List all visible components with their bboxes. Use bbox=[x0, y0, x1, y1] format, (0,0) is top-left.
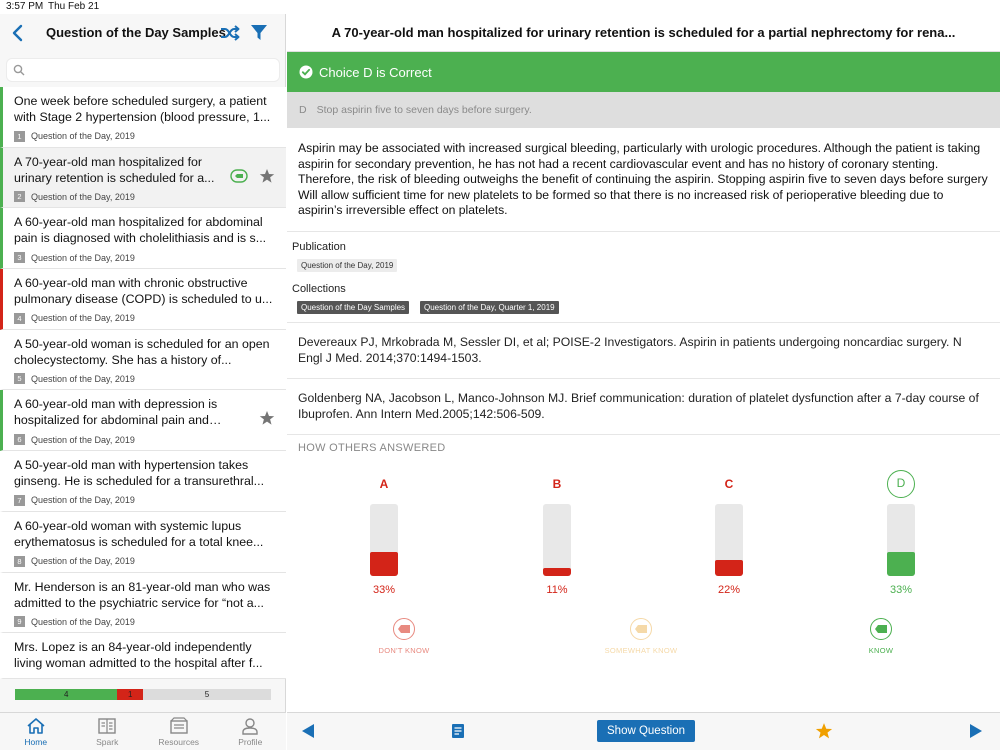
list-item[interactable] bbox=[0, 330, 286, 391]
list-item[interactable] bbox=[0, 633, 286, 679]
status-time: 3:57 PM bbox=[6, 1, 44, 12]
question-number: 6 bbox=[14, 434, 25, 445]
list-item[interactable] bbox=[0, 87, 286, 148]
question-number: 7 bbox=[14, 495, 25, 506]
question-preview: One week before scheduled surgery, a patient with Stage 2 hypertension (blood pressure, 1... bbox=[14, 94, 271, 124]
question-preview: A 50-year-old woman is scheduled for an open cholecystectomy. She has a history of... bbox=[14, 336, 270, 367]
show-question-button[interactable]: Show Question bbox=[597, 720, 695, 742]
somewhat-know-button[interactable] bbox=[591, 618, 691, 655]
question-preview: A 60-year-old woman with systemic lupus erythematosus is scheduled for a total knee... bbox=[14, 518, 264, 549]
reference-text: Devereaux PJ, Mrkobrada M, Sessler DI, et al; POISE-2 Investigators. Aspirin in patients undergoing noncardiac surgery. N Engl J Med. 2014;370:1494-1503. bbox=[298, 335, 962, 365]
question-preview: A 50-year-old man with hypertension takes ginseng. He is scheduled for a transurethral... bbox=[14, 458, 265, 489]
tab-home[interactable] bbox=[0, 713, 72, 750]
question-meta bbox=[14, 434, 135, 445]
question-number: 9 bbox=[14, 616, 25, 627]
question-source: Question of the Day, 2019 bbox=[31, 434, 135, 445]
list-item[interactable] bbox=[0, 208, 286, 269]
chevron-left-icon bbox=[11, 24, 23, 42]
bar-track bbox=[370, 504, 398, 576]
list-title: Question of the Day Samples bbox=[46, 25, 226, 40]
progress-wrong: 1 bbox=[117, 689, 143, 700]
others-answered-label: HOW OTHERS ANSWERED bbox=[298, 442, 446, 454]
previous-arrow-icon[interactable] bbox=[301, 723, 315, 739]
question-meta bbox=[14, 191, 135, 202]
list-item[interactable] bbox=[0, 451, 286, 512]
question-source: Question of the Day, 2019 bbox=[31, 373, 135, 384]
know-button[interactable] bbox=[831, 618, 931, 655]
bar-value-label: 33% bbox=[372, 584, 396, 596]
collection-tag[interactable]: Question of the Day, Quarter 1, 2019 bbox=[420, 301, 559, 314]
question-meta bbox=[14, 313, 135, 324]
collections-label: Collections bbox=[292, 283, 346, 295]
know-label: KNOW bbox=[868, 646, 894, 655]
bar bbox=[715, 560, 743, 576]
left-nav-bar bbox=[0, 14, 286, 52]
question-number: 2 bbox=[14, 191, 25, 202]
dont-know-icon bbox=[393, 618, 415, 640]
publication-tag[interactable]: Question of the Day, 2019 bbox=[297, 259, 397, 272]
question-source: Question of the Day, 2019 bbox=[31, 131, 135, 142]
question-preview: A 60-year-old man with chronic obstructive pulmonary disease (COPD) is scheduled to u... bbox=[14, 276, 273, 307]
collection-tag[interactable]: Question of the Day Samples bbox=[297, 301, 409, 314]
publication-label: Publication bbox=[292, 241, 346, 253]
question-meta bbox=[14, 495, 135, 506]
question-number: 4 bbox=[14, 313, 25, 324]
star-icon[interactable] bbox=[259, 410, 275, 426]
notes-icon[interactable] bbox=[451, 723, 465, 739]
star-icon[interactable] bbox=[259, 168, 275, 184]
tab-spark-label: Spark bbox=[96, 737, 119, 747]
list-item[interactable] bbox=[0, 390, 286, 451]
shuffle-button[interactable] bbox=[220, 24, 240, 42]
shuffle-icon bbox=[220, 24, 240, 42]
bar-value-label: 33% bbox=[889, 584, 913, 596]
somewhat-know-icon bbox=[630, 618, 652, 640]
choice-text: Stop aspirin five to seven days before surgery. bbox=[316, 104, 532, 116]
know-icon bbox=[870, 618, 892, 640]
bar bbox=[370, 552, 398, 576]
progress-correct: 4 bbox=[15, 689, 117, 700]
dont-know-button[interactable] bbox=[354, 618, 454, 655]
tab-resources-label: Resources bbox=[158, 737, 200, 747]
bar-value-label: 22% bbox=[717, 584, 741, 596]
question-preview: A 60-year-old man with depression is hospitalized for abdominal pain and is bbox=[14, 397, 222, 428]
question-meta bbox=[14, 373, 135, 384]
bar-track bbox=[715, 504, 743, 576]
back-button[interactable] bbox=[6, 22, 28, 44]
bar bbox=[887, 552, 915, 576]
star-icon[interactable] bbox=[815, 722, 833, 740]
bar-label: D bbox=[887, 470, 915, 498]
result-text: Choice D is Correct bbox=[319, 64, 432, 80]
bar bbox=[543, 568, 571, 576]
list-item[interactable] bbox=[0, 512, 286, 573]
question-detail-pane bbox=[287, 14, 1000, 750]
choice-letter: D bbox=[299, 104, 307, 116]
reference-text: Goldenberg NA, Jacobson L, Manco-Johnson MJ. Brief communication: duration of platelet dysfunction after a 7-day course of Ibuprofen. Ann Intern Med.2005;142:506-509. bbox=[298, 391, 979, 421]
next-arrow-icon[interactable] bbox=[969, 723, 983, 739]
result-banner bbox=[287, 52, 1000, 92]
bar-label: C bbox=[724, 477, 734, 491]
tab-spark[interactable] bbox=[72, 713, 144, 750]
search-bar[interactable] bbox=[6, 58, 280, 82]
home-icon bbox=[26, 717, 46, 735]
bar-value-label: 11% bbox=[546, 584, 568, 596]
question-number: 8 bbox=[14, 556, 25, 567]
question-source: Question of the Day, 2019 bbox=[31, 495, 135, 506]
question-number: 5 bbox=[14, 373, 25, 384]
bar-column-a bbox=[354, 476, 414, 596]
tab-resources[interactable] bbox=[143, 713, 215, 750]
question-preview: Mrs. Lopez is an 84-year-old independently living woman admitted to the hospital after f... bbox=[14, 640, 263, 671]
search-icon bbox=[13, 64, 25, 76]
question-meta bbox=[14, 131, 135, 142]
spark-icon bbox=[97, 717, 117, 735]
status-bar bbox=[0, 0, 1000, 14]
resources-icon bbox=[169, 717, 189, 735]
explanation-text: Aspirin may be associated with increased surgical bleeding, particularly with urologic procedures. Although the patient is taking aspirin for secondary prevention, he has not had a recent cardiovascular event and has no history of coronary stenting. Therefore, the risk of bleeding outweighs the benefit of continuing the aspirin. Stopping aspirin five to seven days before surgery Will allow sufficient time for new platelets to be formed so that there is no increased risk of perioperative bleeding due to aspirin’s irreversible effect on platelets. bbox=[298, 141, 988, 218]
question-meta bbox=[14, 556, 135, 567]
bar-track bbox=[887, 504, 915, 576]
somewhat-know-label: SOMEWHAT KNOW bbox=[604, 646, 678, 655]
dont-know-label: DON'T KNOW bbox=[378, 646, 430, 655]
tab-profile[interactable] bbox=[215, 713, 287, 750]
tab-bar bbox=[0, 712, 286, 750]
question-source: Question of the Day, 2019 bbox=[31, 191, 135, 202]
bar-column-b bbox=[527, 476, 587, 596]
question-preview: Mr. Henderson is an 81-year-old man who was admitted to the psychiatric service for “not a... bbox=[14, 579, 271, 610]
divider bbox=[287, 378, 1000, 379]
question-source: Question of the Day, 2019 bbox=[31, 313, 135, 324]
question-number: 1 bbox=[14, 131, 25, 142]
divider bbox=[287, 231, 1000, 232]
progress-unanswered: 5 bbox=[143, 689, 271, 700]
divider bbox=[287, 434, 1000, 435]
tab-home-label: Home bbox=[24, 737, 48, 747]
check-circle-icon bbox=[299, 65, 313, 79]
answer-progress-bar bbox=[15, 689, 271, 700]
divider bbox=[287, 322, 1000, 323]
filter-icon bbox=[250, 24, 268, 42]
question-source: Question of the Day, 2019 bbox=[31, 556, 135, 566]
know-tag-icon bbox=[230, 169, 248, 183]
bar-column-d bbox=[871, 476, 931, 596]
profile-icon bbox=[240, 717, 260, 735]
question-title: A 70-year-old man hospitalized for urinary retention is scheduled for a partial nephrectomy for rena... bbox=[287, 14, 1000, 52]
question-source: Question of the Day, 2019 bbox=[31, 252, 135, 263]
question-preview: A 60-year-old man hospitalized for abdominal pain is diagnosed with cholelithiasis and is s... bbox=[14, 215, 267, 246]
search-input[interactable] bbox=[31, 62, 271, 80]
tab-profile-label: Profile bbox=[238, 737, 263, 747]
correct-choice bbox=[287, 92, 1000, 128]
list-item[interactable] bbox=[0, 269, 286, 330]
question-source: Question of the Day, 2019 bbox=[31, 616, 135, 627]
question-list bbox=[0, 87, 286, 679]
status-date: Thu Feb 21 bbox=[48, 1, 100, 12]
bar-track bbox=[543, 504, 571, 576]
bar-column-c bbox=[699, 476, 759, 596]
question-number: 3 bbox=[14, 252, 25, 263]
question-meta bbox=[14, 252, 135, 263]
list-item[interactable] bbox=[0, 148, 286, 209]
question-list-pane bbox=[0, 14, 286, 750]
question-preview: A 70-year-old man hospitalized for urinary retention is scheduled for a... bbox=[14, 154, 215, 185]
question-meta bbox=[14, 616, 135, 627]
bar-label: B bbox=[552, 477, 562, 491]
filter-button[interactable] bbox=[250, 24, 268, 42]
bar-label: A bbox=[379, 477, 389, 491]
bottom-toolbar bbox=[287, 712, 1000, 750]
list-item[interactable] bbox=[0, 573, 286, 634]
